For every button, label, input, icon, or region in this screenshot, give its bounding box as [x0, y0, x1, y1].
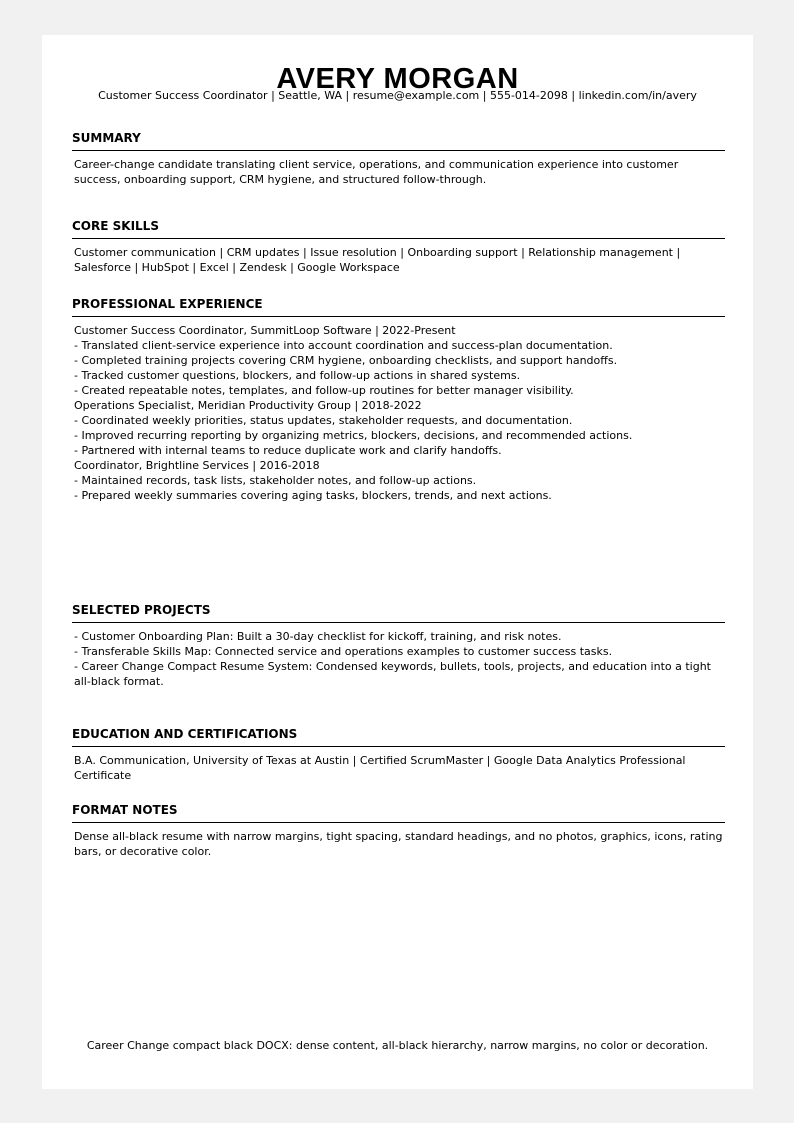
experience-line: - Improved recurring reporting by organizing metrics, blockers, decisions, and recommended actions. — [74, 429, 633, 442]
resume-page — [42, 35, 753, 1089]
experience-line: - Tracked customer questions, blockers, and follow-up actions in shared systems. — [74, 369, 521, 382]
experience-line: - Maintained records, task lists, stakeholder notes, and follow-up actions. — [74, 474, 477, 487]
skills-heading: CORE SKILLS — [72, 218, 725, 239]
format-notes-text: Dense all-black resume with narrow margins, tight spacing, standard headings, and no photos, graphics, icons, rating bars, or decorative color. — [74, 830, 723, 858]
skills-text: Customer communication | CRM updates | Issue resolution | Onboarding support | Relationship management | Salesforce | HubSpot | Excel | Zendesk | Google Workspace — [74, 246, 681, 274]
experience-section — [72, 296, 725, 503]
experience-heading: PROFESSIONAL EXPERIENCE — [72, 296, 725, 317]
format-notes-heading: FORMAT NOTES — [72, 802, 725, 823]
experience-body — [72, 323, 725, 503]
experience-line: Coordinator, Brightline Services | 2016-2018 — [74, 459, 320, 472]
format-notes-section — [72, 802, 725, 859]
projects-heading: SELECTED PROJECTS — [72, 602, 725, 623]
projects-body — [72, 629, 725, 689]
page-footer: Career Change compact black DOCX: dense content, all-black hierarchy, narrow margins, no color or decoration. — [86, 1039, 709, 1052]
skills-section — [72, 218, 725, 275]
summary-heading: SUMMARY — [72, 130, 725, 151]
experience-line: - Translated client-service experience into account coordination and success-plan documentation. — [74, 339, 613, 352]
project-line: - Customer Onboarding Plan: Built a 30-day checklist for kickoff, training, and risk notes. — [74, 630, 562, 643]
experience-line: - Partnered with internal teams to reduce duplicate work and clarify handoffs. — [74, 444, 502, 457]
project-line: - Transferable Skills Map: Connected service and operations examples to customer success tasks. — [74, 645, 613, 658]
experience-line: - Prepared weekly summaries covering aging tasks, blockers, trends, and next actions. — [74, 489, 552, 502]
candidate-name: AVERY MORGAN — [276, 63, 519, 95]
experience-line: Customer Success Coordinator, SummitLoop Software | 2022-Present — [74, 324, 456, 337]
contact-line: Customer Success Coordinator | Seattle, WA | resume@example.com | 555-014-2098 | linkedin.com/in/avery — [98, 89, 697, 102]
education-section — [72, 726, 725, 783]
summary-text: Career-change candidate translating client service, operations, and communication experience into customer success, onboarding support, CRM hygiene, and structured follow-through. — [74, 158, 679, 186]
summary-section — [72, 130, 725, 187]
experience-line: - Coordinated weekly priorities, status updates, stakeholder requests, and documentation. — [74, 414, 573, 427]
education-text: B.A. Communication, University of Texas at Austin | Certified ScrumMaster | Google Data Analytics Professional Certificate — [74, 754, 686, 782]
experience-line: - Created repeatable notes, templates, and follow-up routines for better manager visibility. — [74, 384, 574, 397]
projects-section — [72, 602, 725, 689]
experience-line: Operations Specialist, Meridian Productivity Group | 2018-2022 — [74, 399, 422, 412]
project-line: - Career Change Compact Resume System: Condensed keywords, bullets, tools, projects, and education into a tight all-black format. — [74, 660, 711, 688]
experience-line: - Completed training projects covering CRM hygiene, onboarding checklists, and support handoffs. — [74, 354, 618, 367]
education-heading: EDUCATION AND CERTIFICATIONS — [72, 726, 725, 747]
